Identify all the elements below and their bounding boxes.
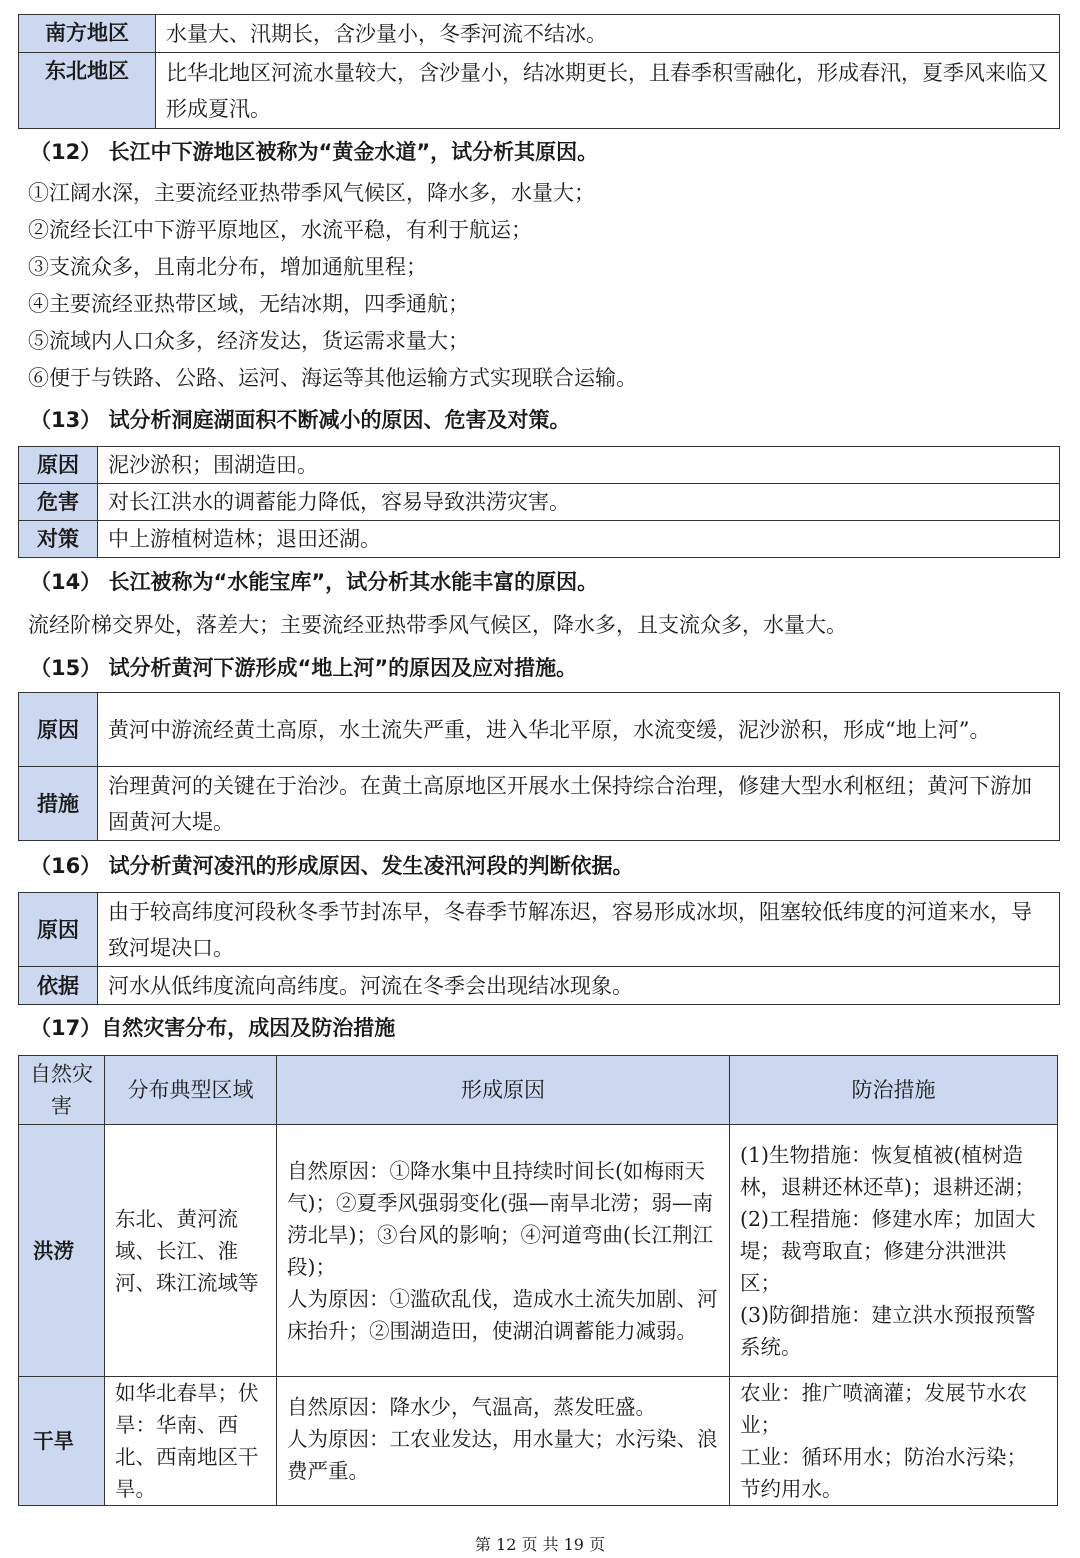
row-label: 原因: [19, 893, 98, 967]
row-text: 中上游植树造林；退田还湖。: [98, 521, 1060, 558]
page-number: 第 12 页 共 19 页: [474, 1535, 606, 1554]
region-label: 东北地区: [19, 53, 156, 129]
disaster-table: [18, 1055, 1058, 1506]
q15-heading: （15） 试分析黄河下游形成“地上河”的原因及应对措施。: [30, 656, 578, 680]
column-header: 形成原因: [277, 1056, 730, 1125]
q17-heading: （17）自然灾害分布，成因及防治措施: [30, 1016, 396, 1040]
table-row: [19, 767, 1060, 841]
list-item: ④主要流经亚热带区域，无结冰期，四季通航；: [28, 292, 469, 316]
row-label: 原因: [19, 447, 98, 484]
column-header: 自然灾害: [19, 1056, 105, 1125]
row-label: 依据: [19, 967, 98, 1005]
region-text: 水量大、汛期长，含沙量小，冬季河流不结冰。: [156, 15, 1060, 53]
row-label: 对策: [19, 521, 98, 558]
row-text: 泥沙淤积；围湖造田。: [98, 447, 1060, 484]
measure-cell: [730, 1377, 1058, 1506]
q14-heading: （14） 长江被称为“水能宝库”，试分析其水能丰富的原因。: [30, 570, 599, 594]
row-text: 对长江洪水的调蓄能力降低，容易导致洪涝灾害。: [98, 484, 1060, 521]
q13-heading: （13） 试分析洞庭湖面积不断减小的原因、危害及对策。: [30, 408, 571, 432]
list-item: ③支流众多，且南北分布，增加通航里程；: [28, 255, 427, 279]
list-item: ②流经长江中下游平原地区，水流平稳，有利于航运；: [28, 218, 532, 242]
cause-line: 自然原因：①降水集中且持续时间长(如梅雨天气)；②夏季风强弱变化(强—南旱北涝；弱—南涝北旱)；③台风的影响；④河道弯曲(长江荆江段)；: [287, 1158, 713, 1279]
row-label: 措施: [19, 767, 98, 841]
measure-line: (1)生物措施：恢复植被(植树造林，退耕还林还草)；退耕还湖；: [740, 1142, 1035, 1199]
region-table: [18, 14, 1060, 129]
column-header: 分布典型区域: [105, 1056, 277, 1125]
q16-table: [18, 892, 1060, 1005]
table-row: [19, 967, 1060, 1005]
cause-line: 自然原因：降水少，气温高，蒸发旺盛。: [287, 1395, 656, 1419]
cause-cell: [277, 1125, 730, 1377]
row-text: 由于较高纬度河段秋冬季节封冻早，冬春季节解冻迟，容易形成冰坝，阻塞较低纬度的河道来水，导致河堤决口。: [98, 893, 1060, 967]
list-item: ①江阔水深，主要流经亚热带季风气候区，降水多，水量大；: [28, 181, 595, 205]
q12-heading: （12） 长江中下游地区被称为“黄金水道”，试分析其原因。: [30, 140, 599, 164]
cause-line: 人为原因：工农业发达，用水量大；水污染、浪费严重。: [287, 1427, 718, 1483]
region-label: 南方地区: [19, 15, 156, 53]
q16-heading: （16） 试分析黄河凌汛的形成原因、发生凌汛河段的判断依据。: [30, 854, 634, 878]
row-text: 治理黄河的关键在于治沙。在黄土高原地区开展水土保持综合治理，修建大型水利枢纽；黄河下游加固黄河大堤。: [98, 767, 1060, 841]
table-row: [19, 1377, 1058, 1506]
disaster-label: 洪涝: [19, 1125, 105, 1377]
measure-line: (3)防御措施：建立洪水预报预警系统。: [740, 1302, 1036, 1359]
table-row: [19, 447, 1060, 484]
measure-line: 工业：循环用水；防治水污染；节约用水。: [740, 1445, 1027, 1501]
region-cell: 东北、黄河流域、长江、淮河、珠江流域等: [105, 1125, 277, 1377]
table-row: [19, 15, 1060, 53]
measure-line: (2)工程措施：修建水库；加固大堤；裁弯取直；修建分洪泄洪区；: [740, 1206, 1036, 1295]
cause-line: 人为原因：①滥砍乱伐，造成水土流失加剧、河床抬升；②围湖造田，使湖泊调蓄能力减弱。: [287, 1286, 718, 1343]
measure-line: 农业：推广喷滴灌；发展节水农业；: [740, 1381, 1027, 1437]
region-text: 比华北地区河流水量较大，含沙量小，结冰期更长，且春季积雪融化，形成春汛，夏季风来临又形成夏汛。: [156, 53, 1060, 129]
q14-answer: 流经阶梯交界处，落差大；主要流经亚热带季风气候区，降水多，且支流众多，水量大。: [28, 613, 847, 637]
row-text: 河水从低纬度流向高纬度。河流在冬季会出现结冰现象。: [98, 967, 1060, 1005]
table-row: [19, 521, 1060, 558]
q15-table: [18, 692, 1060, 841]
column-header: 防治措施: [730, 1056, 1058, 1125]
table-row: [19, 484, 1060, 521]
cause-cell: [277, 1377, 730, 1506]
region-cell: 如华北春旱；伏旱：华南、西北、西南地区干旱。: [105, 1377, 277, 1506]
row-label: 危害: [19, 484, 98, 521]
disaster-label: 干旱: [19, 1377, 105, 1506]
table-row: [19, 1125, 1058, 1377]
table-row: [19, 53, 1060, 129]
list-item: ⑥便于与铁路、公路、运河、海运等其他运输方式实现联合运输。: [28, 366, 637, 390]
row-text: 黄河中游流经黄土高原，水土流失严重，进入华北平原，水流变缓，泥沙淤积，形成“地上河”。: [98, 693, 1060, 767]
q13-table: [18, 446, 1060, 558]
table-row: [19, 893, 1060, 967]
row-label: 原因: [19, 693, 98, 767]
table-header-row: [19, 1056, 1058, 1125]
measure-cell: [730, 1125, 1058, 1377]
list-item: ⑤流域内人口众多，经济发达，货运需求量大；: [28, 329, 469, 353]
table-row: [19, 693, 1060, 767]
